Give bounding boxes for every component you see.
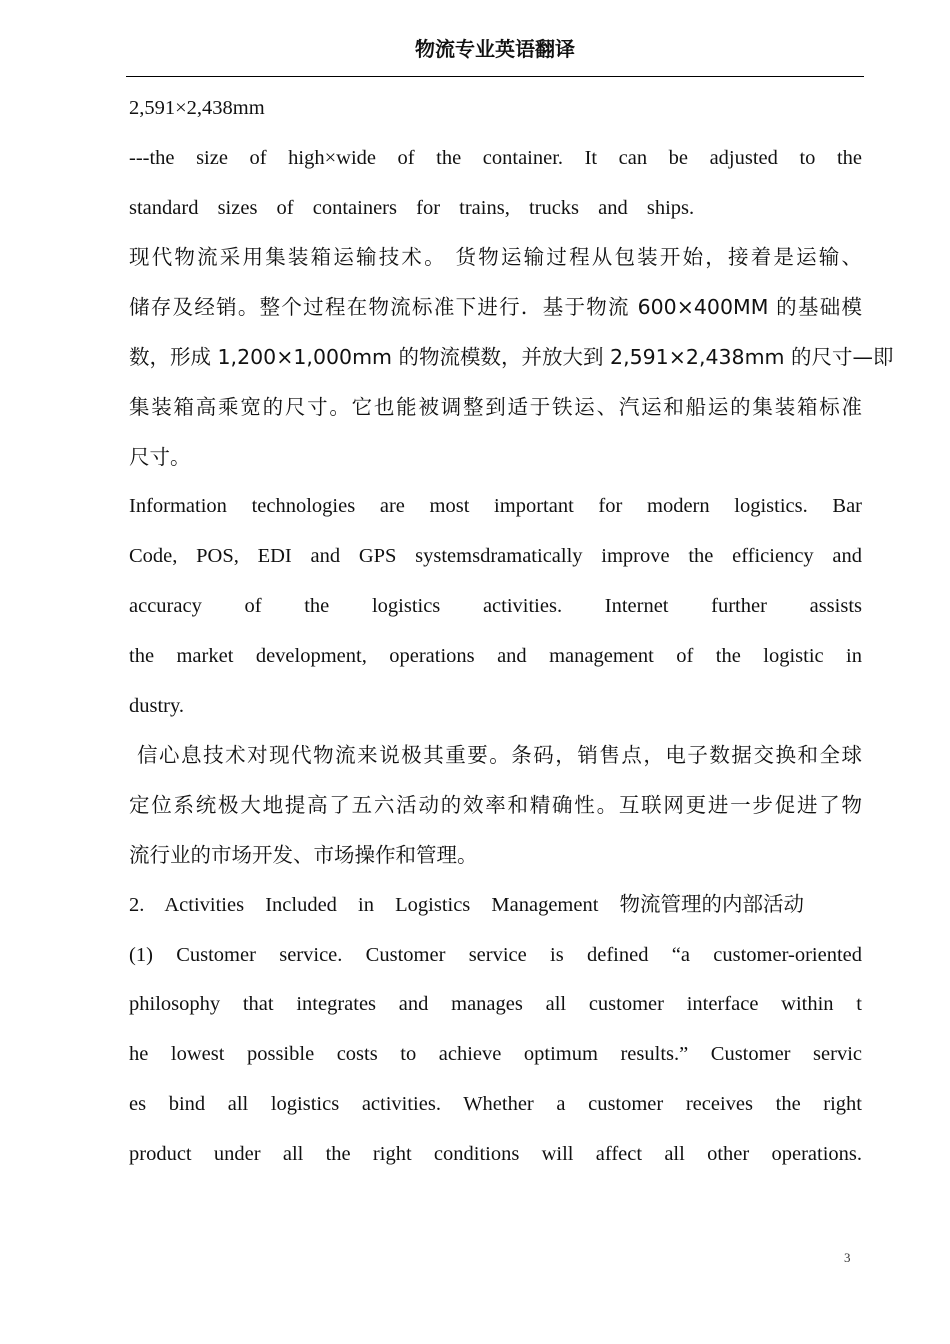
- text-line: accuracy of the logistics activities. Internet further assists: [129, 594, 862, 617]
- text-line: Code, POS, EDI and GPS systemsdramatically improve the efficiency and: [129, 545, 862, 568]
- text-line: (1) Customer service. Customer service is defined “a customer-oriented: [129, 943, 862, 966]
- header-divider: [126, 76, 864, 77]
- text-line: the market development, operations and management of the logistic in: [129, 644, 862, 667]
- text-line: 集装箱高乘宽的尺寸。它也能被调整到适于铁运、汽运和船运的集装箱标准: [129, 394, 862, 419]
- text-line: es bind all logistics activities. Whether a customer receives the right: [129, 1092, 862, 1115]
- text-line: product under all the right conditions will affect all other operations.: [129, 1142, 862, 1165]
- page-number: 3: [844, 1250, 851, 1265]
- page-header-title: 物流专业英语翻译: [415, 37, 575, 61]
- text-line: 流行业的市场开发、市场操作和管理。: [129, 842, 478, 867]
- text-line: 储存及经销。整个过程在物流标准下进行．基于物流 600×400MM 的基础模: [129, 295, 862, 320]
- text-line: 尺寸。: [129, 444, 191, 469]
- text-line: he lowest possible costs to achieve optimum results.” Customer servic: [129, 1043, 862, 1066]
- text-line: 信心息技术对现代物流来说极其重要。条码，销售点，电子数据交换和全球: [129, 743, 862, 768]
- text-line: 现代物流采用集装箱运输技术。 货物运输过程从包装开始，接着是运输、: [129, 245, 862, 270]
- text-line: philosophy that integrates and manages all customer interface within t: [129, 993, 862, 1016]
- document-body: [129, 84, 894, 1180]
- text-line: 定位系统极大地提高了五六活动的效率和精确性。互联网更进一步促进了物: [129, 793, 862, 818]
- text-line: Information technologies are most important for modern logistics. Bar: [129, 495, 862, 518]
- text-line: 数，形成 1,200×1,000mm 的物流模数，并放大到 2,591×2,438mm 的尺寸—即: [129, 344, 894, 369]
- text-line: ---the size of high×wide of the container. It can be adjusted to the: [129, 146, 862, 169]
- text-line: dustry.: [129, 694, 185, 717]
- text-line: 2,591×2,438mm: [129, 97, 265, 119]
- text-line: 2. Activities Included in Logistics Management 物流管理的内部活动: [129, 893, 805, 916]
- text-line: standard sizes of containers for trains, trucks and ships.: [129, 196, 695, 219]
